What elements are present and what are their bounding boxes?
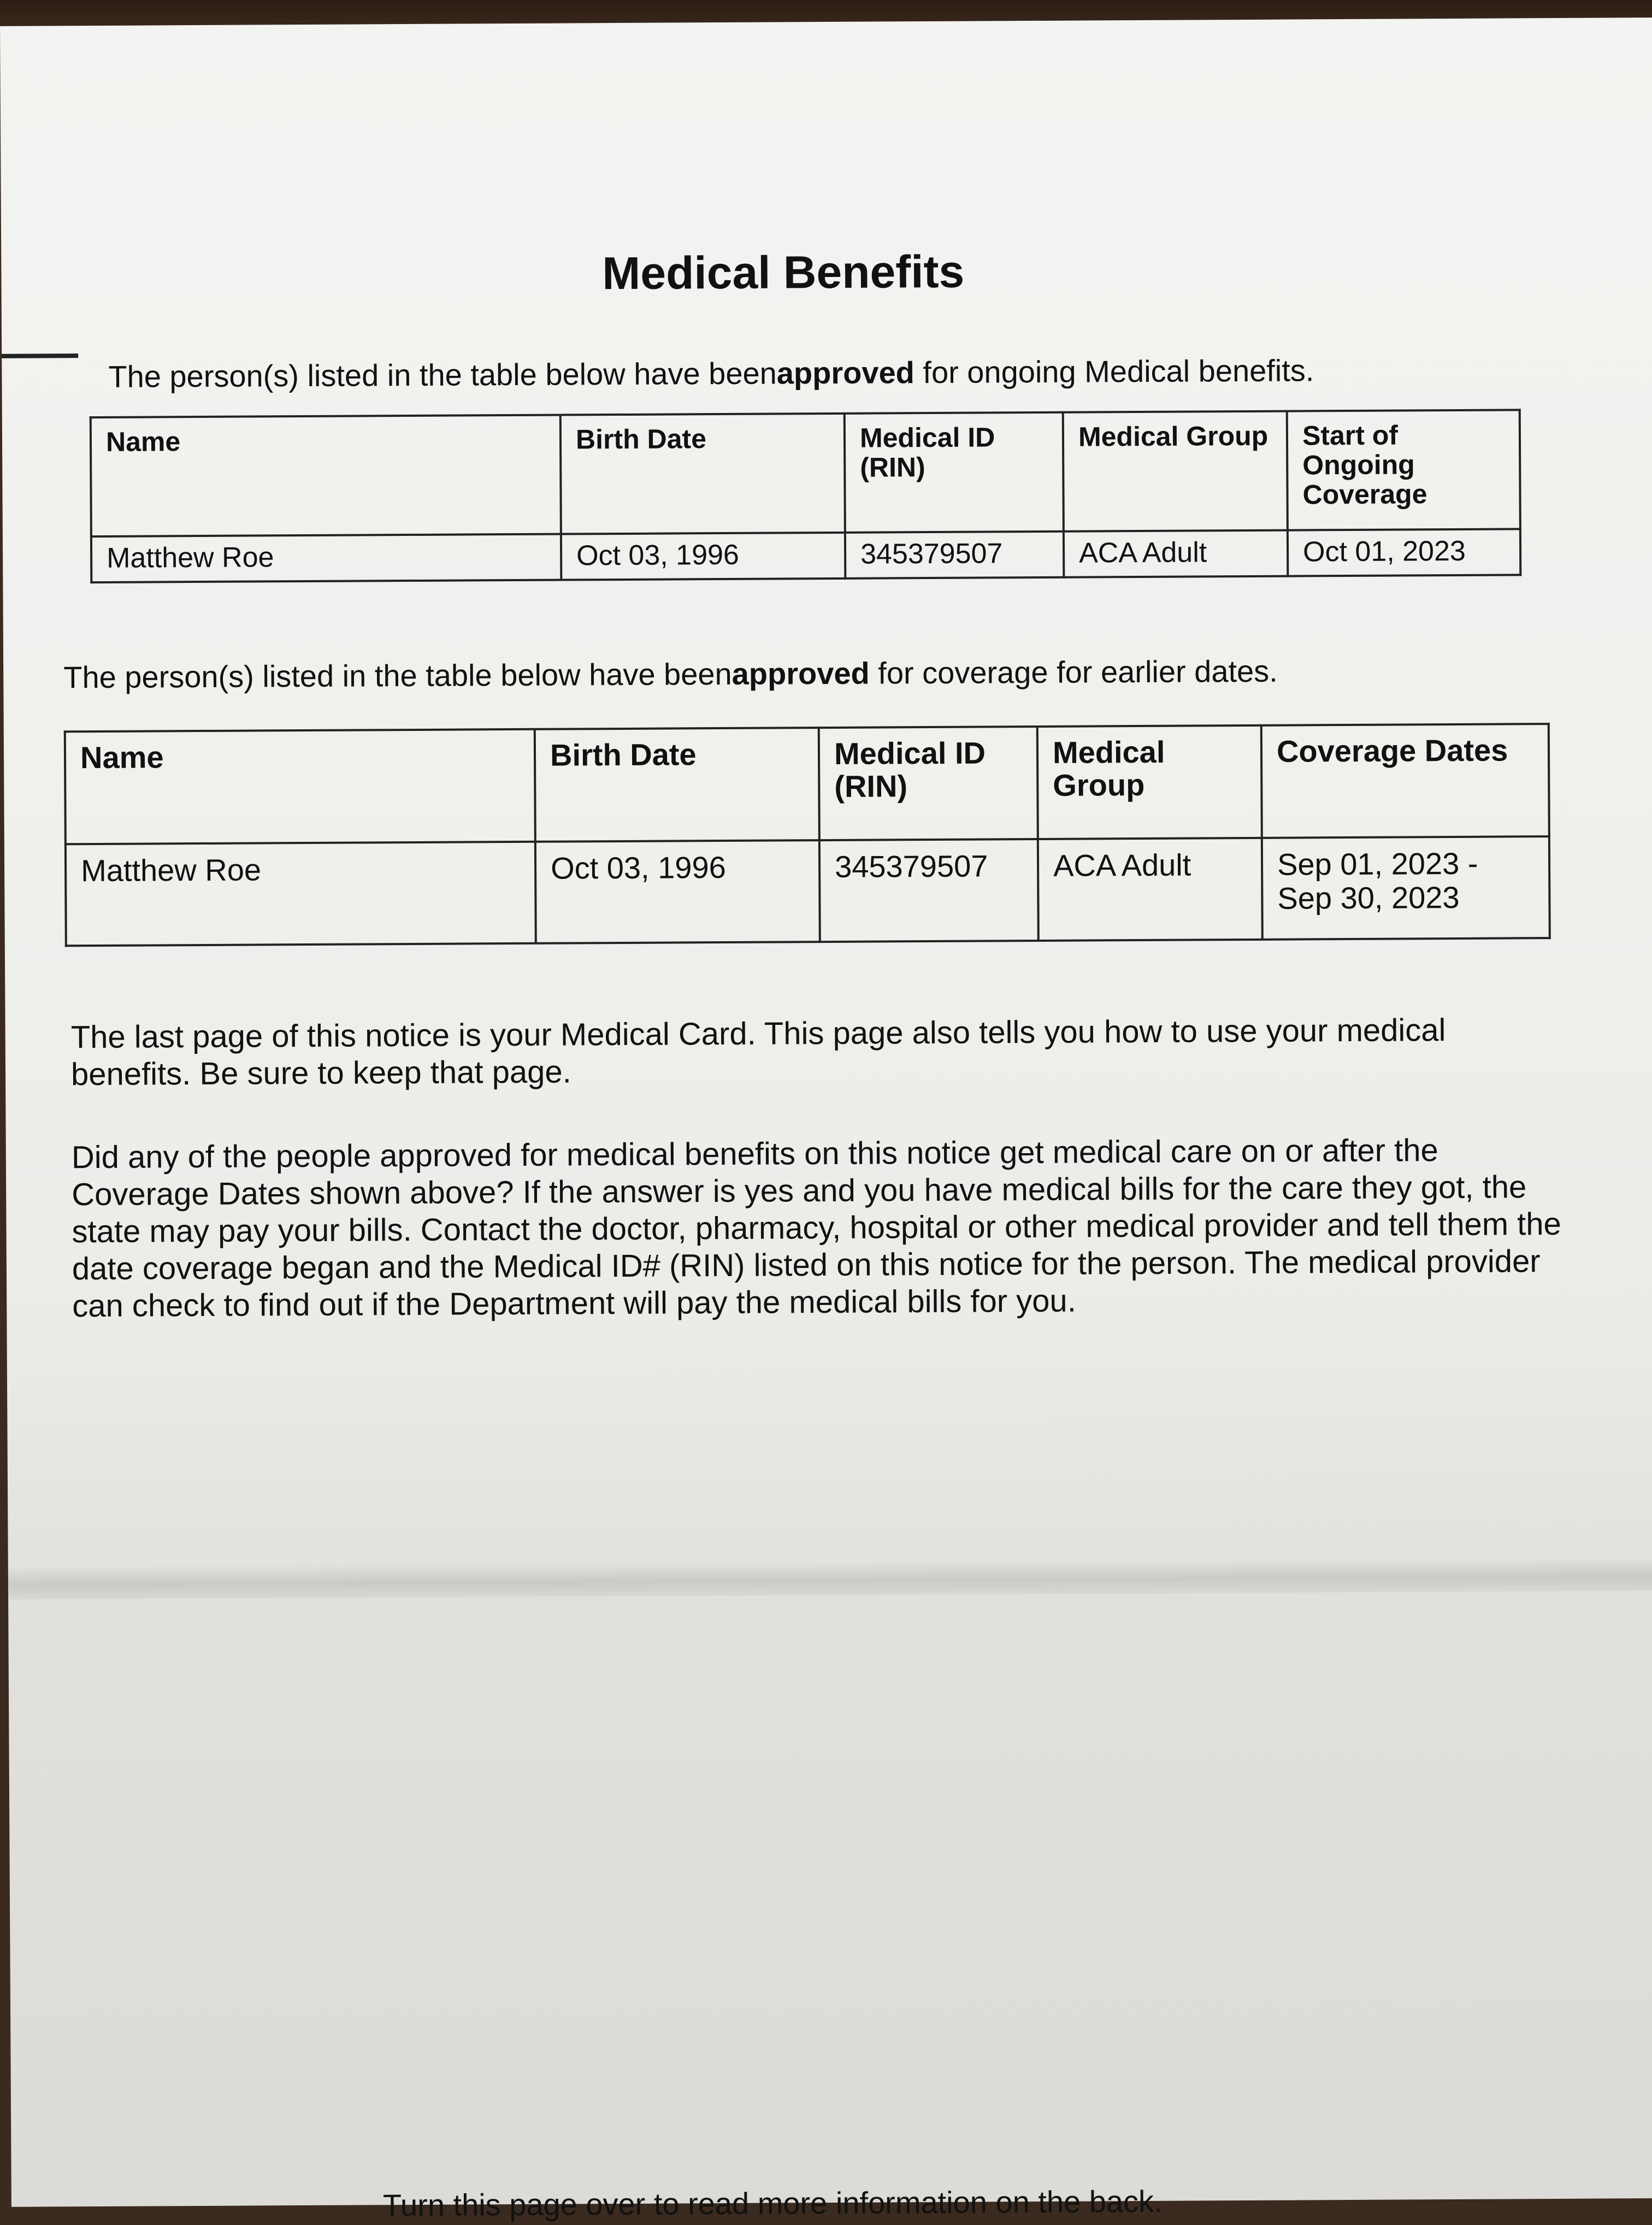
footer-note: Turn this page over to read more information on the back.: [382, 2183, 1163, 2223]
cell-medical-group: ACA Adult: [1064, 530, 1288, 577]
table-header-row: [91, 410, 1520, 536]
column-header-medical-group: Medical Group: [1063, 411, 1288, 532]
cell-medical-group: ACA Adult: [1038, 838, 1262, 941]
column-header-coverage-dates: Coverage Dates: [1261, 724, 1549, 838]
document-page: [0, 17, 1652, 2223]
cell-birth-date: Oct 03, 1996: [561, 533, 845, 580]
column-header-birth-date: Birth Date: [535, 728, 819, 842]
column-header-medical-id: Medical ID (RIN): [819, 727, 1038, 840]
column-header-name: Name: [65, 729, 535, 845]
paper-fold: [8, 1558, 1652, 1600]
cell-medical-id: 345379507: [819, 839, 1039, 942]
column-header-medical-id: Medical ID (RIN): [845, 412, 1064, 533]
medical-card-paragraph: The last page of this notice is your Medical Card. This page also tells you how to use your medical benefits. Be sure to keep that page.: [70, 1012, 1446, 1093]
cell-name: Matthew Roe: [91, 534, 561, 583]
cell-birth-date: Oct 03, 1996: [535, 840, 820, 943]
margin-mark: [2, 353, 78, 358]
column-header-birth-date: Birth Date: [560, 414, 845, 534]
ongoing-intro-text: The person(s) listed in the table below have beenapproved for ongoing Medical benefits.: [108, 353, 1314, 394]
ongoing-coverage-table: [90, 409, 1522, 583]
column-header-name: Name: [91, 415, 561, 536]
column-header-medical-group: Medical Group: [1037, 725, 1262, 839]
earlier-coverage-table: [64, 723, 1551, 947]
cell-start-coverage: Oct 01, 2023: [1288, 529, 1520, 576]
medical-bills-paragraph: Did any of the people approved for medical benefits on this notice get medical care on or after the Coverage Dates shown above? If the answer is yes and you have medical bills for the care they got, the state may pay your bills. Contact the doctor, pharmacy, hospital or other medical provider and tell them the date coverage began and the Medical ID# (RIN) listed on this notice for the person. The medical provider can check to find out if the Department will pay the medical bills for you.: [71, 1132, 1562, 1324]
table-header-row: [65, 724, 1549, 844]
column-header-start-coverage: Start of Ongoing Coverage: [1287, 410, 1520, 530]
earlier-intro-text: The person(s) listed in the table below have beenapproved for coverage for earlier dates.: [63, 653, 1278, 695]
cell-coverage-dates: Sep 01, 2023 - Sep 30, 2023: [1262, 836, 1550, 940]
cell-name: Matthew Roe: [66, 842, 536, 946]
table-row: [91, 529, 1520, 582]
table-row: [66, 836, 1550, 946]
cell-medical-id: 345379507: [845, 532, 1064, 579]
page-title: Medical Benefits: [602, 245, 965, 299]
